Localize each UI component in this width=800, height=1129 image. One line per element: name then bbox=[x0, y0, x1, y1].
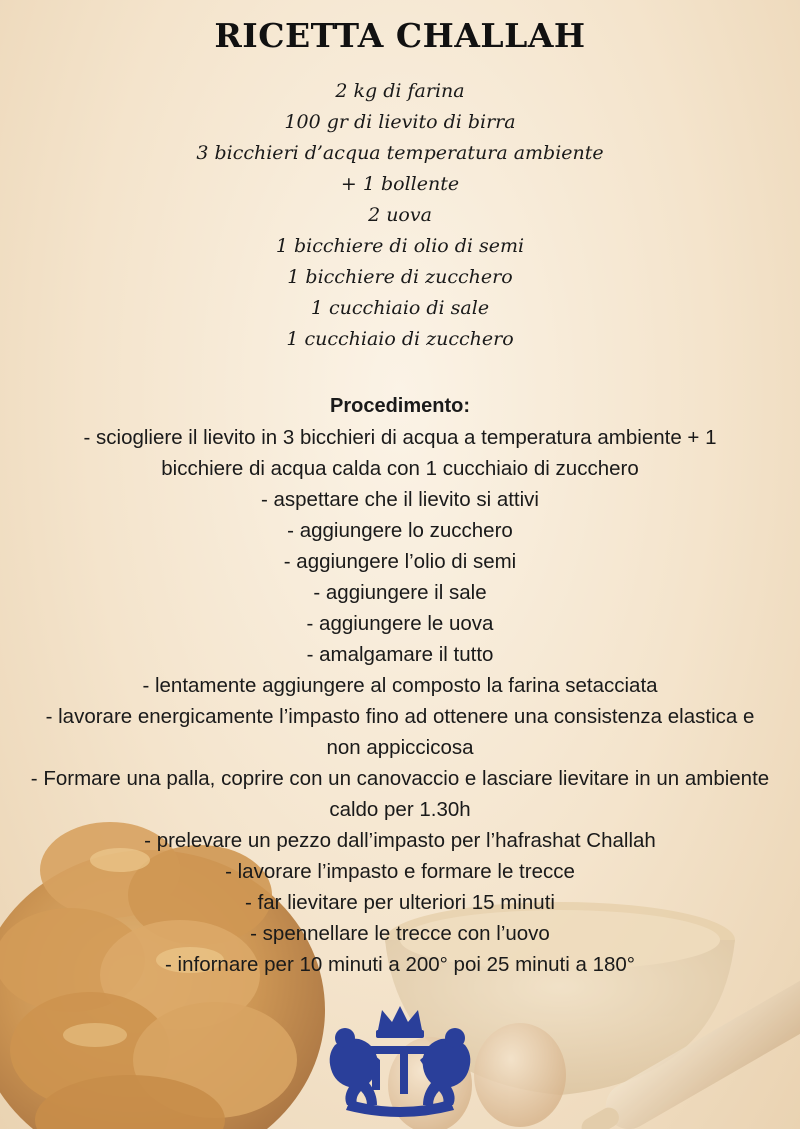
recipe-title: RICETTA CHALLAH bbox=[214, 16, 586, 55]
procedure-step: - sciogliere il lievito in 3 bicchieri di acqua a temperatura ambiente + 1 bicchiere di acqua calda con 1 cucchiaio di zucchero bbox=[83, 426, 717, 480]
procedure-step: - lentamente aggiungere al composto la farina setacciata bbox=[142, 674, 658, 697]
procedure-step: - lavorare energicamente l’impasto fino ad ottenere una consistenza elastica e non appiccicosa bbox=[45, 705, 755, 759]
procedure-step: - amalgamare il tutto bbox=[306, 643, 494, 666]
procedure-step: - aggiungere il sale bbox=[313, 581, 487, 604]
ingredient-item: 1 cucchiaio di sale bbox=[310, 297, 490, 319]
procedure-step: - spennellare le trecce con l’uovo bbox=[250, 922, 550, 945]
ingredient-item: 3 bicchieri d’acqua temperatura ambiente bbox=[196, 142, 604, 164]
procedure-step: - Formare una palla, coprire con un canovaccio e lasciare lievitare in un ambiente caldo per 1.30h bbox=[30, 767, 770, 821]
ingredients-list bbox=[0, 76, 800, 355]
procedure-step: - infornare per 10 minuti a 200° poi 25 minuti a 180° bbox=[165, 953, 635, 976]
procedure-steps-list bbox=[0, 422, 800, 980]
ingredient-item: 100 gr di lievito di birra bbox=[284, 111, 516, 133]
procedure-step: - far lievitare per ulteriori 15 minuti bbox=[245, 891, 555, 914]
ingredient-item: 2 kg di farina bbox=[335, 80, 465, 102]
procedure-step: - prelevare un pezzo dall’impasto per l’hafrashat Challah bbox=[144, 829, 656, 852]
procedure-step: - aspettare che il lievito si attivi bbox=[260, 488, 539, 511]
procedure-step: - aggiungere lo zucchero bbox=[287, 519, 513, 542]
ingredient-item: 1 bicchiere di olio di semi bbox=[275, 235, 525, 257]
procedure-step: - lavorare l’impasto e formare le trecce bbox=[225, 860, 575, 883]
procedure-step: - aggiungere le uova bbox=[306, 612, 494, 635]
ingredient-item: 1 cucchiaio di zucchero bbox=[286, 328, 514, 350]
ingredient-item: 2 uova bbox=[368, 204, 432, 226]
ingredient-item: + 1 bollente bbox=[340, 173, 460, 195]
procedure-heading: Procedimento: bbox=[329, 395, 471, 417]
ingredient-item: 1 bicchiere di zucchero bbox=[287, 266, 513, 288]
procedure-step: - aggiungere l’olio di semi bbox=[283, 550, 517, 573]
